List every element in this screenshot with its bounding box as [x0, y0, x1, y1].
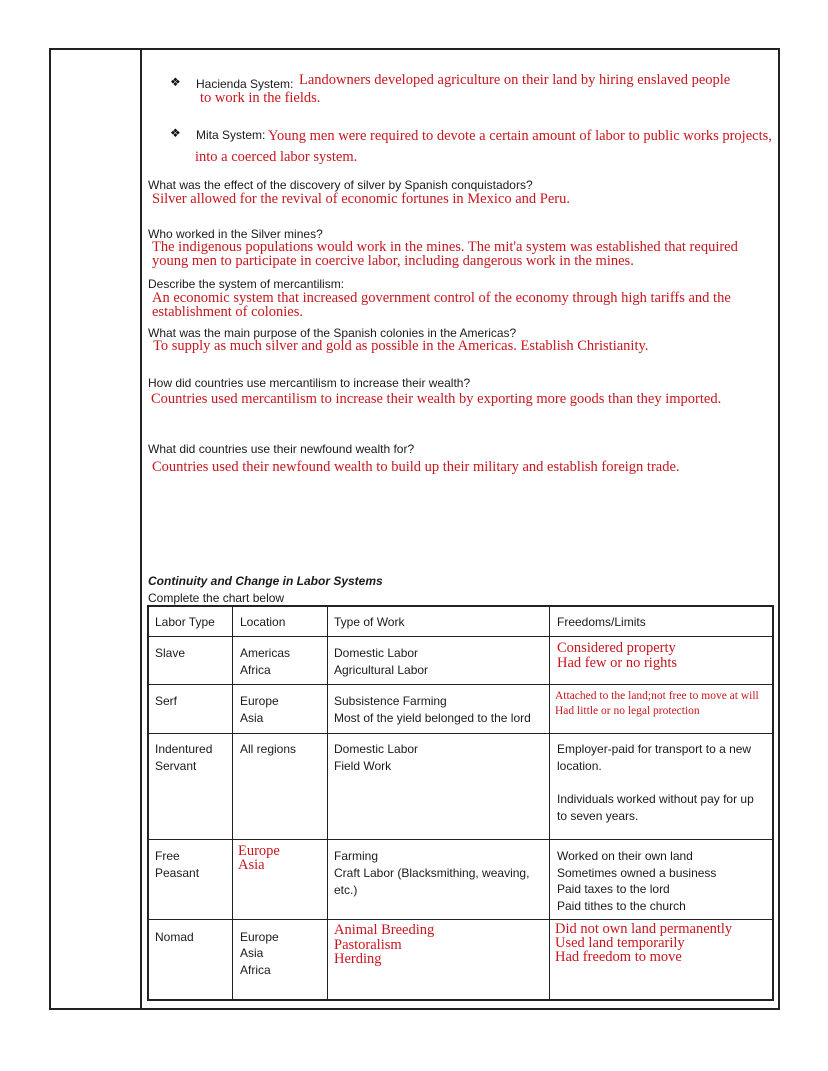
- peasant-work-2: Craft Labor (Blacksmithing, weaving,: [334, 866, 530, 880]
- table-row-divider: [147, 919, 774, 920]
- question-silver-mines: Who worked in the Silver mines?: [148, 227, 323, 241]
- peasant-freedoms-1: Worked on their own land: [557, 849, 693, 863]
- indentured-freedoms-3: Individuals worked without pay for up: [557, 792, 754, 806]
- serf-freedoms-2: Had little or no legal protection: [555, 705, 700, 717]
- indentured-location: All regions: [240, 742, 297, 756]
- table-row-divider: [147, 839, 774, 840]
- serf-work-2: Most of the yield belonged to the lord: [334, 711, 531, 725]
- table-row-divider: [147, 684, 774, 685]
- table-row-divider: [147, 636, 774, 637]
- table-column-divider: [232, 605, 233, 1001]
- slave-freedoms-2: Had few or no rights: [557, 655, 678, 671]
- peasant-labor-type-1: Free: [155, 849, 180, 863]
- slave-location-1: Americas: [240, 646, 291, 660]
- answer-silver-mines-line-1: The indigenous populations would work in the mines. The mit'a system was established that required: [152, 239, 738, 255]
- peasant-freedoms-3: Paid taxes to the lord: [557, 882, 670, 896]
- hacienda-answer-line-2: to work in the fields.: [200, 90, 321, 106]
- nomad-work-1: Animal Breeding: [334, 922, 435, 938]
- slave-location-2: Africa: [240, 663, 271, 677]
- serf-freedoms-1: Attached to the land;not free to move at will: [555, 690, 759, 702]
- question-mercantilism-wealth: How did countries use mercantilism to increase their wealth?: [148, 376, 471, 390]
- table-column-divider: [327, 605, 328, 1001]
- peasant-freedoms-2: Sometimes owned a business: [557, 866, 717, 880]
- indentured-work-2: Field Work: [334, 759, 392, 773]
- peasant-location-2: Asia: [238, 857, 265, 873]
- question-spanish-colonies: What was the main purpose of the Spanish colonies in the Americas?: [148, 326, 517, 340]
- nomad-location-3: Africa: [240, 963, 271, 977]
- serf-labor-type: Serf: [155, 694, 178, 708]
- mita-label: Mita System:: [196, 128, 266, 142]
- question-silver-effect: What was the effect of the discovery of silver by Spanish conquistadors?: [148, 178, 533, 192]
- answer-spanish-colonies: To supply as much silver and gold as possible in the Americas. Establish Christianity.: [153, 338, 649, 354]
- nomad-freedoms-3: Had freedom to move: [555, 949, 682, 965]
- chart-title: Continuity and Change in Labor Systems: [148, 574, 383, 588]
- left-margin-divider: [140, 48, 142, 1010]
- indentured-labor-type-1: Indentured: [155, 742, 213, 756]
- indentured-freedoms-2: location.: [557, 759, 602, 773]
- indentured-work-1: Domestic Labor: [334, 742, 419, 756]
- answer-mercantilism-line-2: establishment of colonies.: [152, 304, 304, 320]
- answer-mercantilism-wealth: Countries used mercantilism to increase their wealth by exporting more goods than they imported.: [151, 391, 722, 407]
- nomad-freedoms-2: Used land temporarily: [555, 935, 685, 951]
- nomad-labor-type: Nomad: [155, 930, 194, 944]
- header-location: Location: [240, 615, 286, 629]
- nomad-work-3: Herding: [334, 951, 382, 967]
- peasant-work-3: etc.): [334, 883, 358, 897]
- peasant-work-1: Farming: [334, 849, 379, 863]
- answer-newfound-wealth: Countries used their newfound wealth to build up their military and establish foreign trade.: [152, 459, 680, 475]
- indentured-freedoms-1: Employer-paid for transport to a new: [557, 742, 752, 756]
- header-type-of-work: Type of Work: [334, 615, 405, 629]
- header-freedoms-limits: Freedoms/Limits: [557, 615, 646, 629]
- slave-labor-type: Slave: [155, 646, 186, 660]
- question-mercantilism: Describe the system of mercantilism:: [148, 277, 345, 291]
- question-newfound-wealth: What did countries use their newfound wealth for?: [148, 442, 415, 456]
- nomad-work-2: Pastoralism: [334, 937, 402, 953]
- answer-mercantilism-line-1: An economic system that increased government control of the economy through high tariffs and the: [152, 290, 731, 306]
- diamond-bullet-icon: ❖: [170, 75, 181, 89]
- slave-work-1: Domestic Labor: [334, 646, 419, 660]
- indentured-freedoms-4: to seven years.: [557, 809, 639, 823]
- mita-answer-line-2: into a coerced labor system.: [195, 149, 358, 165]
- hacienda-answer-line-1: Landowners developed agriculture on their land by hiring enslaved people: [299, 72, 731, 88]
- peasant-location-1: Europe: [238, 843, 280, 859]
- nomad-freedoms-1: Did not own land permanently: [555, 921, 733, 937]
- chart-instruction: Complete the chart below: [148, 591, 285, 605]
- nomad-location-1: Europe: [240, 930, 279, 944]
- diamond-bullet-icon: ❖: [170, 126, 181, 140]
- indentured-labor-type-2: Servant: [155, 759, 197, 773]
- slave-work-2: Agricultural Labor: [334, 663, 429, 677]
- nomad-location-2: Asia: [240, 946, 264, 960]
- table-row-divider: [147, 733, 774, 734]
- mita-answer-line-1: Young men were required to devote a certain amount of labor to public works projects,: [268, 128, 772, 144]
- serf-location-1: Europe: [240, 694, 279, 708]
- answer-silver-mines-line-2: young men to participate in coercive labor, including dangerous work in the mines.: [152, 253, 634, 269]
- header-labor-type: Labor Type: [155, 615, 215, 629]
- serf-work-1: Subsistence Farming: [334, 694, 447, 708]
- peasant-labor-type-2: Peasant: [155, 866, 200, 880]
- serf-location-2: Asia: [240, 711, 264, 725]
- answer-silver-effect: Silver allowed for the revival of economic fortunes in Mexico and Peru.: [152, 191, 570, 207]
- hacienda-label: Hacienda System:: [196, 77, 294, 91]
- peasant-freedoms-4: Paid tithes to the church: [557, 899, 686, 913]
- table-column-divider: [549, 605, 550, 1001]
- slave-freedoms-1: Considered property: [557, 640, 676, 656]
